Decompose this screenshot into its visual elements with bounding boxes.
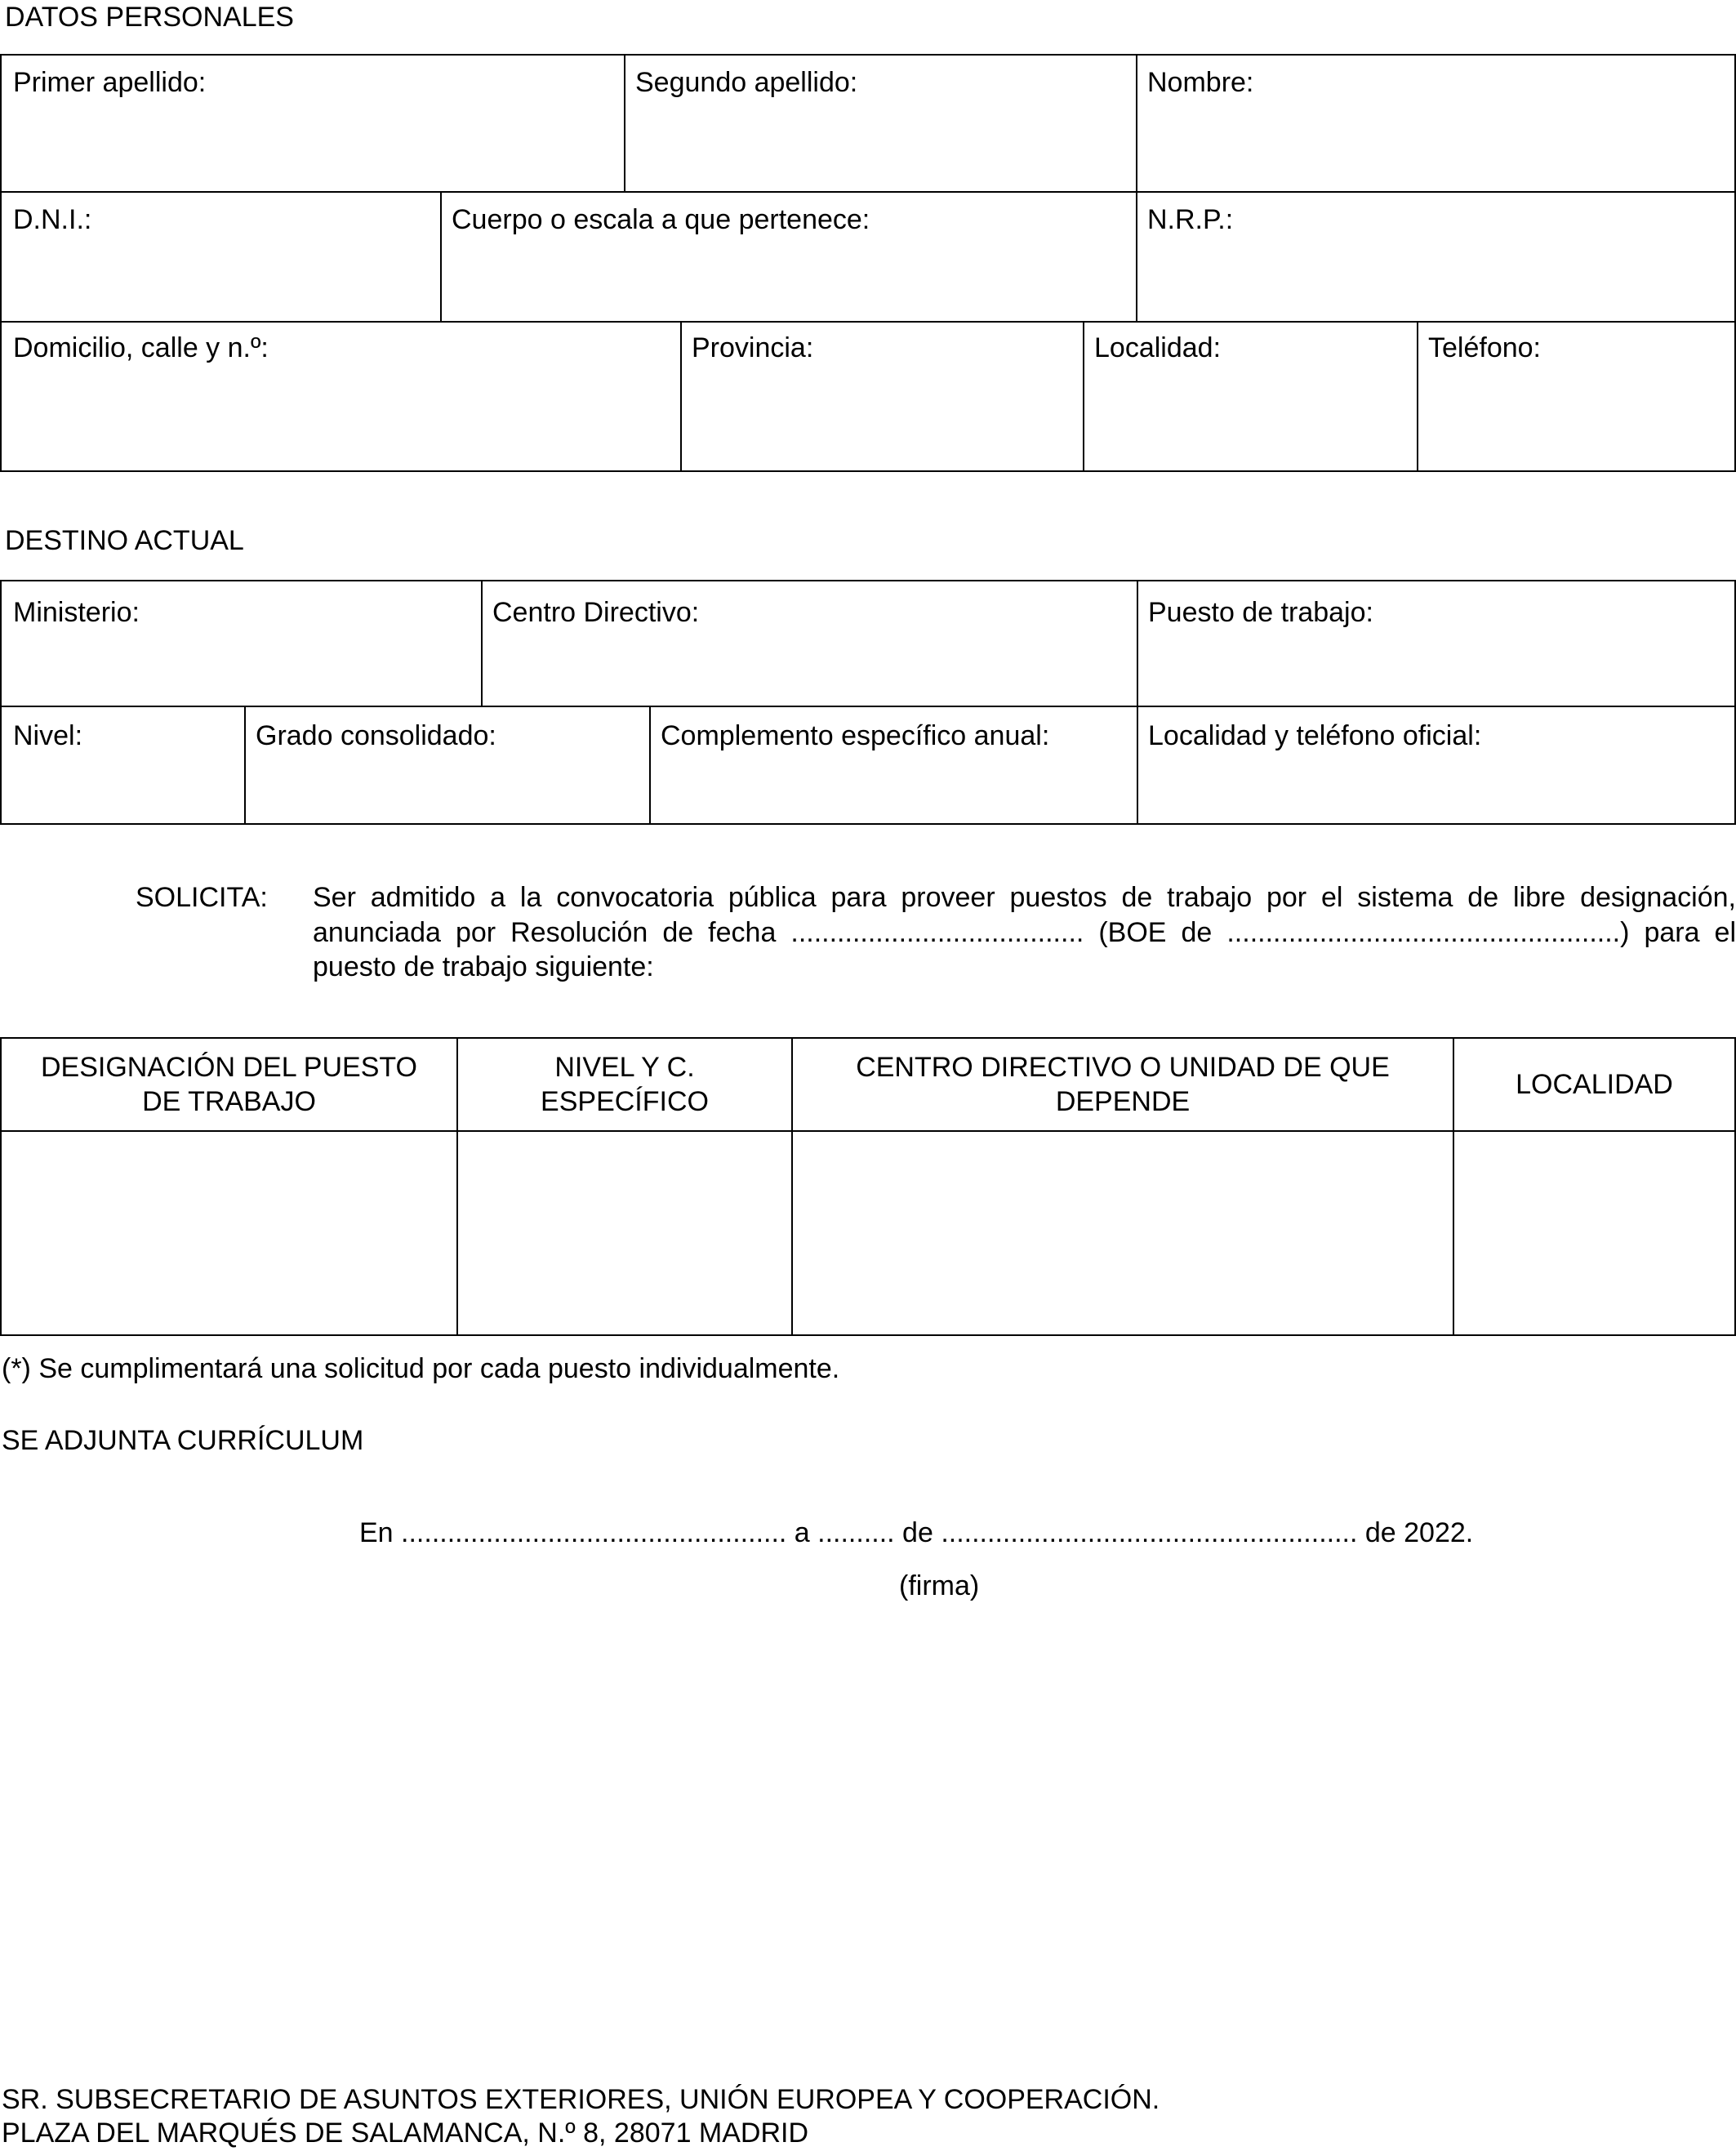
col-divider <box>440 191 442 322</box>
col-divider <box>649 706 651 823</box>
header-designacion-line2: DE TRABAJO <box>142 1086 316 1117</box>
col-divider <box>1136 56 1137 192</box>
header-localidad: LOCALIDAD <box>1516 1068 1673 1100</box>
cell-centro-input[interactable] <box>793 1132 1453 1334</box>
solicita-line-3: puesto de trabajo siguiente: <box>313 951 654 982</box>
header-centro-line2: DEPENDE <box>1055 1086 1191 1117</box>
firma-label: (firma) <box>899 1570 980 1601</box>
row-divider <box>2 321 1734 323</box>
complemento-especifico-field[interactable]: Complemento específico anual: <box>661 720 1050 751</box>
row-divider <box>2 191 1734 193</box>
nivel-field[interactable]: Nivel: <box>13 720 83 751</box>
dni-field[interactable]: D.N.I.: <box>13 204 92 235</box>
row-divider <box>2 706 1734 707</box>
destino-actual-table <box>0 580 1736 825</box>
addressee-line-1: SR. SUBSECRETARIO DE ASUNTOS EXTERIORES, UNIÓN EUROPEA Y COOPERACIÓN. <box>2 2084 1160 2115</box>
solicita-line-2: anunciada por Resolución de fecha ...................................... (BOE de ...................................................) para el <box>313 916 1736 948</box>
addressee-line-2: PLAZA DEL MARQUÉS DE SALAMANCA, N.º 8, 28071 MADRID <box>2 2118 809 2149</box>
destino-actual-heading: DESTINO ACTUAL <box>5 525 244 556</box>
fecha-line[interactable]: En .................................................. a .......... de ...................................................... de 2022. <box>359 1517 1474 1548</box>
telefono-field[interactable]: Teléfono: <box>1428 332 1541 363</box>
provincia-field[interactable]: Provincia: <box>692 332 814 363</box>
cell-designacion-input[interactable] <box>2 1132 456 1334</box>
puestos-table <box>0 1037 1736 1336</box>
domicilio-field[interactable]: Domicilio, calle y n.º: <box>13 332 269 363</box>
ministerio-field[interactable]: Ministerio: <box>13 597 140 628</box>
header-nivel-line2: ESPECÍFICO <box>541 1086 709 1117</box>
solicita-line-1: Ser admitido a la convocatoria pública para proveer puestos de trabajo por el sistema de libre designación, <box>313 882 1736 913</box>
header-centro-line1: CENTRO DIRECTIVO O UNIDAD DE QUE <box>856 1051 1390 1083</box>
col-divider <box>1137 706 1138 823</box>
footnote: (*) Se cumplimentará una solicitud por cada puesto individualmente. <box>2 1353 840 1384</box>
curriculum-note: SE ADJUNTA CURRÍCULUM <box>2 1425 364 1456</box>
col-divider <box>1083 321 1084 470</box>
solicita-text <box>313 880 1736 985</box>
centro-directivo-field[interactable]: Centro Directivo: <box>492 597 700 628</box>
nombre-field[interactable]: Nombre: <box>1147 67 1254 98</box>
cell-localidad-input[interactable] <box>1454 1132 1734 1334</box>
header-centro-directivo <box>793 1039 1453 1130</box>
localidad-telefono-oficial-field[interactable]: Localidad y teléfono oficial: <box>1148 720 1482 751</box>
localidad-field[interactable]: Localidad: <box>1094 332 1222 363</box>
header-designacion <box>2 1039 456 1130</box>
col-divider <box>481 581 483 706</box>
col-divider <box>1417 321 1418 470</box>
cuerpo-field[interactable]: Cuerpo o escala a que pertenece: <box>452 204 870 235</box>
cell-nivel-input[interactable] <box>458 1132 791 1334</box>
col-divider <box>680 321 682 470</box>
header-designacion-line1: DESIGNACIÓN DEL PUESTO <box>41 1051 417 1083</box>
col-divider <box>244 706 246 823</box>
col-divider <box>1137 581 1138 706</box>
datos-personales-heading: DATOS PERSONALES <box>5 2 294 33</box>
puesto-trabajo-field[interactable]: Puesto de trabajo: <box>1148 597 1373 628</box>
header-nivel-line1: NIVEL Y C. <box>554 1051 695 1083</box>
primer-apellido-field[interactable]: Primer apellido: <box>13 67 207 98</box>
nrp-field[interactable]: N.R.P.: <box>1147 204 1234 235</box>
col-divider <box>624 56 625 192</box>
solicita-label: SOLICITA: <box>136 882 268 913</box>
segundo-apellido-field[interactable]: Segundo apellido: <box>635 67 858 98</box>
col-divider <box>1136 191 1137 322</box>
grado-consolidado-field[interactable]: Grado consolidado: <box>256 720 496 751</box>
header-nivel <box>458 1039 791 1130</box>
datos-personales-table <box>0 54 1736 472</box>
